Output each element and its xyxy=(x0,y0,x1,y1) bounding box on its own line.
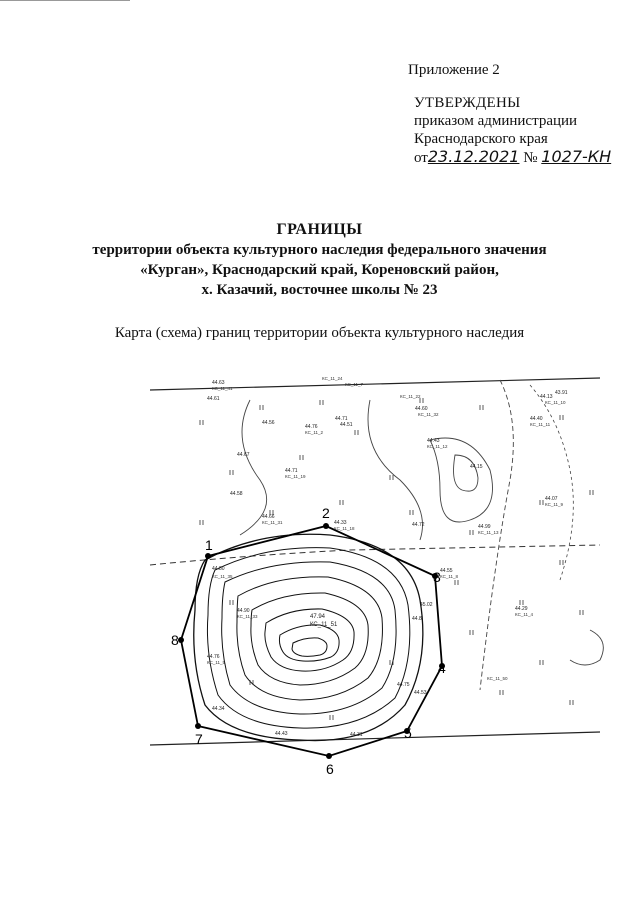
order-date-line xyxy=(414,148,611,167)
title-line-4: х. Казачий, восточнее школы № 23 xyxy=(201,282,438,298)
point-label-7: 7 xyxy=(195,731,203,747)
point-label-6: 6 xyxy=(326,761,334,777)
order-line-2: Краснодарского края xyxy=(414,131,548,147)
number-prefix: № xyxy=(523,150,538,166)
code-label: КС_11_10 xyxy=(545,400,566,405)
terrain-contour-5 xyxy=(480,380,513,690)
code-label: КС_11_13 xyxy=(478,530,499,535)
terrain-contour-3 xyxy=(430,438,493,522)
elevation-labels xyxy=(207,380,568,738)
code-label: КС_11_22 xyxy=(400,394,421,399)
center-code: КС_11_51 xyxy=(310,622,338,628)
elevation-label: 44.07 xyxy=(545,496,558,502)
elevation-label: 44.43 xyxy=(427,438,440,444)
elevation-label: 44.13 xyxy=(540,394,553,400)
elevation-label: 44.66 xyxy=(262,514,275,520)
elevation-label: 44.80 xyxy=(212,566,225,572)
elevation-label: 44.31 xyxy=(350,732,363,738)
code-label: КС_11_7 xyxy=(345,382,363,387)
code-label: КС_11_5 xyxy=(207,660,225,665)
elevation-label: 44.76 xyxy=(207,654,220,660)
elevation-label: 44.75 xyxy=(397,682,410,688)
elevation-label: 44.34 xyxy=(212,706,225,712)
elevation-label: 44.72 xyxy=(412,522,425,528)
elevation-label: 44.58 xyxy=(230,491,243,497)
point-label-8: 8 xyxy=(171,632,179,648)
code-label: КС_11_12 xyxy=(427,444,448,449)
point-marker-6 xyxy=(326,753,332,759)
code-label: КС_11_4 xyxy=(515,612,533,617)
elevation-label: 44.56 xyxy=(262,420,275,426)
code-label: КС_11_19 xyxy=(285,474,306,479)
approved-heading: УТВЕРЖДЕНЫ xyxy=(414,95,521,111)
code-label: КС_11_32 xyxy=(418,412,439,417)
order-line-1: приказом администрации xyxy=(414,113,578,129)
code-label: КС_11_18 xyxy=(334,526,355,531)
elevation-label: 44.15 xyxy=(470,464,483,470)
terrain-contour-7 xyxy=(570,630,603,665)
title-line-1: ГРАНИЦЫ xyxy=(276,221,363,238)
elevation-label: 44.67 xyxy=(237,452,250,458)
elevation-label: 44.63 xyxy=(212,380,225,386)
elevation-label: 44.29 xyxy=(515,606,528,612)
point-markers xyxy=(178,523,445,759)
document-title xyxy=(0,220,639,300)
code-label: КС_11_11 xyxy=(530,422,551,427)
elevation-label: 44.40 xyxy=(530,416,543,422)
elevation-label: 44.61 xyxy=(207,396,220,402)
kurgan-contour-8 xyxy=(292,638,327,656)
terrain-contour-6 xyxy=(530,385,573,580)
point-marker-1 xyxy=(205,553,211,559)
elevation-label: 44.53 xyxy=(414,690,427,696)
terrain-contour-4 xyxy=(454,455,478,491)
code-label: КС_11_33 xyxy=(237,614,258,619)
order-number: 1027-КН xyxy=(541,147,612,166)
point-label-4: 4 xyxy=(438,660,446,676)
elevation-label: 44.71 xyxy=(335,416,348,422)
elevation-label: 44.8 xyxy=(412,616,422,622)
approval-block xyxy=(414,94,611,167)
top-scan-rule xyxy=(0,0,130,1)
date-prefix: от xyxy=(414,150,428,166)
point-label-1: 1 xyxy=(205,537,213,553)
terrain-contour-2 xyxy=(368,400,423,540)
boundary-polygon xyxy=(181,526,442,756)
kurgan-contour-7 xyxy=(279,625,339,661)
kurgan-contour-1 xyxy=(194,534,423,740)
code-label: КС_11_35 xyxy=(212,574,233,579)
elevation-label: 44.33 xyxy=(334,520,347,526)
road-line-bottom xyxy=(150,732,600,745)
point-label-2: 2 xyxy=(322,505,330,521)
center-elevation: 47.94 xyxy=(310,614,326,620)
appendix-label: Приложение 2 xyxy=(408,62,500,78)
elevation-label: 44.76 xyxy=(305,424,318,430)
elevation-label: 43.91 xyxy=(555,390,568,396)
point-marker-7 xyxy=(195,723,201,729)
code-label: КС_11_9 xyxy=(545,502,563,507)
boundary-map xyxy=(0,360,639,780)
elevation-label: 44.99 xyxy=(478,524,491,530)
elevation-label: 45.02 xyxy=(420,602,433,608)
code-label: КС_11_24 xyxy=(322,376,343,381)
title-line-2: территории объекта культурного наследия федерального значения xyxy=(92,242,547,258)
code-label: КС_11_41 xyxy=(212,386,233,391)
title-line-3: «Курган», Краснодарский край, Кореновский район, xyxy=(140,262,499,278)
elevation-label: 44.90 xyxy=(237,608,250,614)
elevation-label: 44.43 xyxy=(275,731,288,737)
code-label: КС_11_8 xyxy=(440,574,458,579)
point-marker-2 xyxy=(323,523,329,529)
code-label: КС_11_2 xyxy=(305,430,323,435)
point-label-5: 5 xyxy=(404,725,412,741)
elevation-label: 44.60 xyxy=(415,406,428,412)
elevation-label: 44.51 xyxy=(340,422,353,428)
code-label: КС_11_50 xyxy=(487,676,508,681)
point-label-3: 3 xyxy=(433,569,441,585)
code-label: КС_11_31 xyxy=(262,520,283,525)
map-caption: Карта (схема) границ территории объекта культурного наследия xyxy=(114,325,525,341)
point-marker-8 xyxy=(178,637,184,643)
elevation-label: 44.71 xyxy=(285,468,298,474)
kurgan-contours xyxy=(194,534,423,740)
elevation-label: 44.55 xyxy=(440,568,453,574)
order-date: 23.12.2021 xyxy=(427,147,520,166)
